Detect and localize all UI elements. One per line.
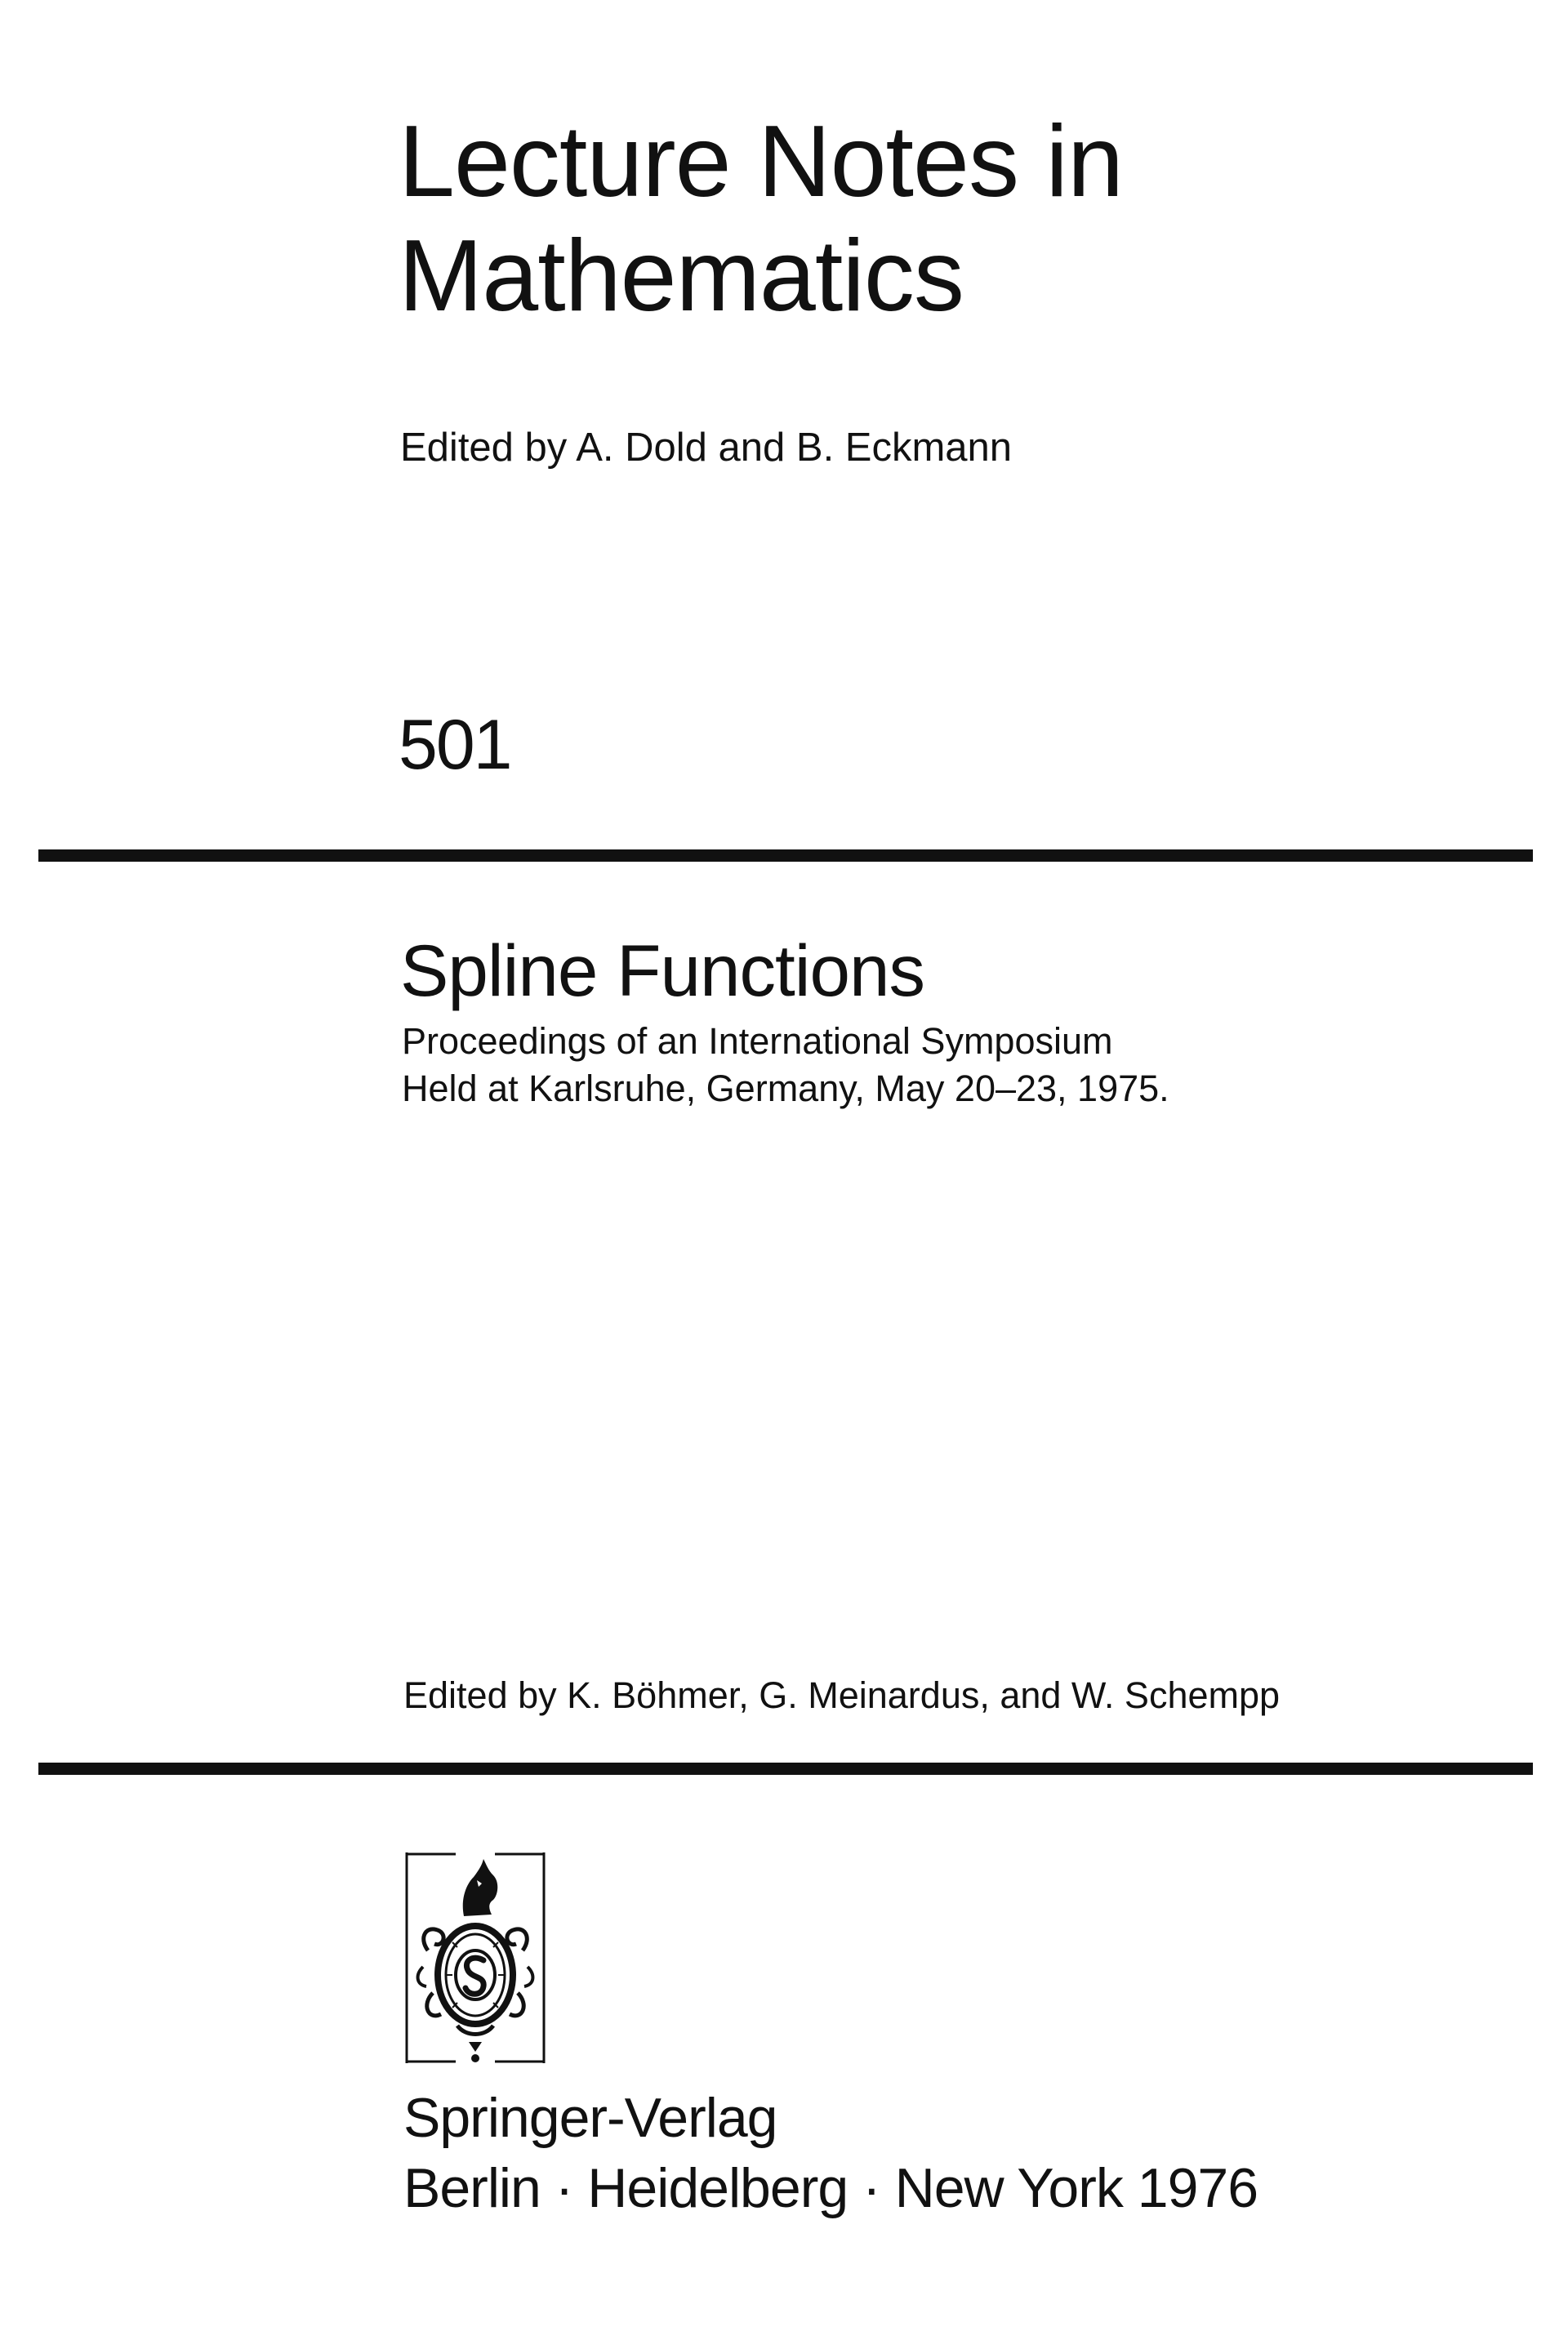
series-title bbox=[399, 105, 1123, 333]
book-subtitle bbox=[402, 1018, 1169, 1112]
springer-knight-emblem-icon bbox=[403, 1852, 547, 2068]
publisher-name: Springer-Verlag bbox=[403, 2087, 777, 2149]
book-title: Spline Functions bbox=[400, 929, 924, 1011]
volume-number: 501 bbox=[399, 706, 511, 784]
bottom-divider-rule bbox=[38, 1763, 1533, 1775]
series-title-line-1: Lecture Notes in bbox=[399, 105, 1123, 218]
series-editors: Edited by A. Dold and B. Eckmann bbox=[400, 426, 1013, 470]
book-subtitle-line-1: Proceedings of an International Symposium bbox=[402, 1020, 1113, 1062]
book-subtitle-line-2: Held at Karlsruhe, Germany, May 20–23, 1975. bbox=[402, 1068, 1169, 1109]
book-editors: Edited by K. Böhmer, G. Meinardus, and W. Schempp bbox=[403, 1674, 1281, 1716]
top-divider-rule bbox=[38, 849, 1533, 862]
publisher-places: Berlin · Heidelberg · New York 1976 bbox=[403, 2157, 1258, 2219]
series-title-line-2: Mathematics bbox=[399, 220, 964, 332]
